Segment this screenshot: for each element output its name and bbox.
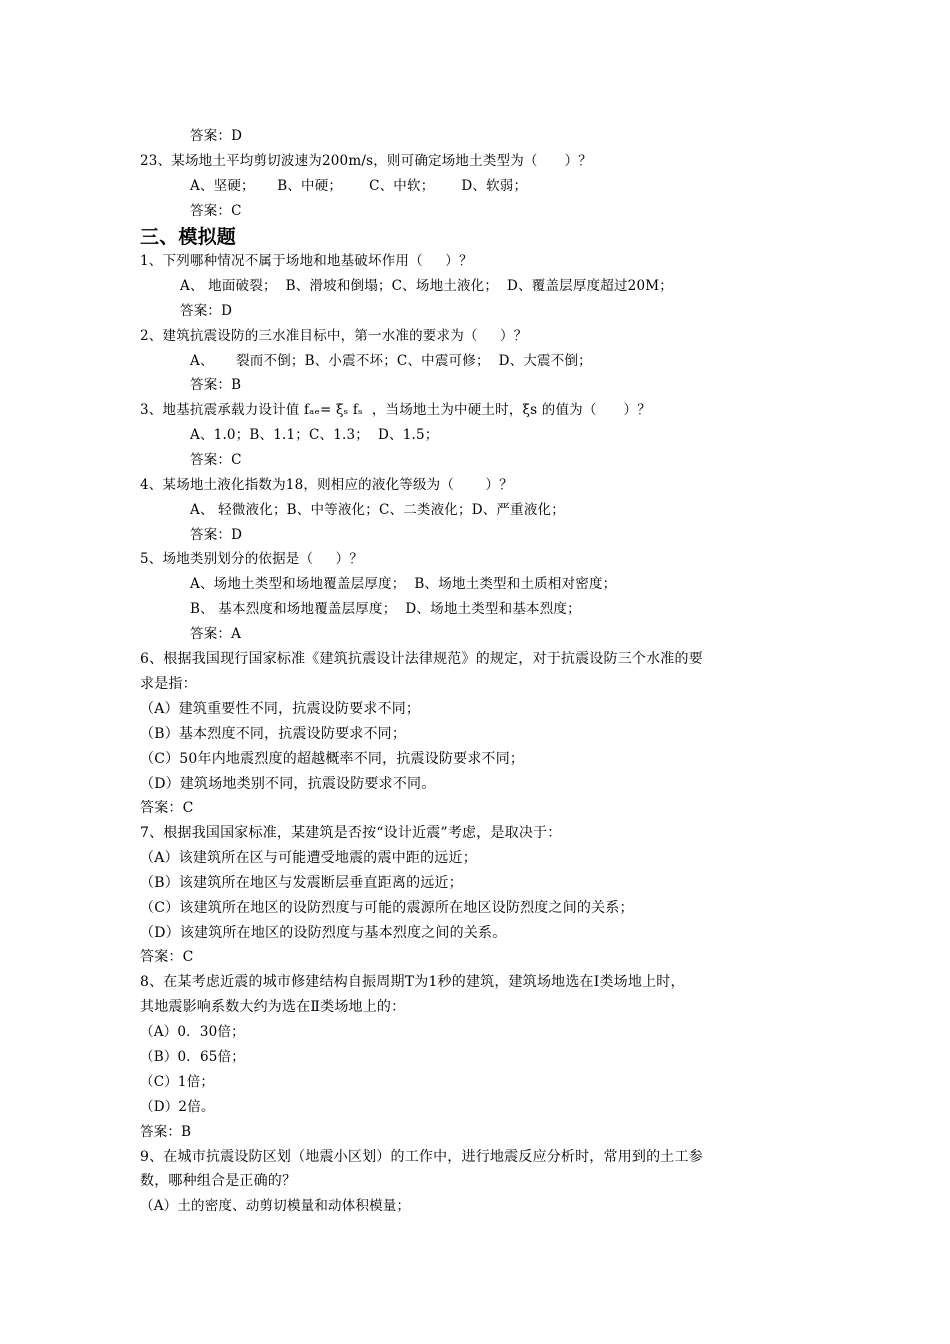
question-9: 9、在城市抗震设防区划（地震小区划）的工作中，进行地震反应分析时，常用到的土工参 bbox=[140, 1149, 703, 1165]
answer-line: 答案：D bbox=[190, 128, 243, 144]
answer-line: 答案：C bbox=[190, 203, 242, 219]
answer-line: 答案：A bbox=[190, 626, 242, 642]
option-b: （B）基本烈度不同，抗震设防要求不同； bbox=[140, 726, 407, 742]
question-8-cont: 其地震影响系数大约为选在Ⅱ类场地上的： bbox=[140, 999, 406, 1015]
answer-line: 答案：D bbox=[190, 527, 243, 543]
option-a: （A）土的密度、动剪切模量和动体积模量； bbox=[140, 1198, 411, 1214]
option-c: （C）50年内地震烈度的超越概率不同，抗震设防要求不同； bbox=[140, 751, 525, 767]
options-line: A、 地面破裂； B、滑坡和倒塌；C、场地土液化； D、覆盖层厚度超过20M； bbox=[180, 278, 673, 294]
option-c: （C）1倍； bbox=[140, 1074, 215, 1090]
question-5: 5、场地类别划分的依据是（ ）？ bbox=[140, 551, 364, 567]
option-d: （D）2倍。 bbox=[140, 1099, 215, 1115]
answer-line: 答案：C bbox=[140, 949, 194, 965]
options-line: A、场地土类型和场地覆盖层厚度； B、场地土类型和土质相对密度； bbox=[190, 576, 617, 592]
options-line: A、 轻微液化；B、中等液化；C、二类液化；D、严重液化； bbox=[190, 502, 565, 518]
option-d: （D）建筑场地类别不同，抗震设防要求不同。 bbox=[140, 776, 436, 792]
option-a: （A）建筑重要性不同，抗震设防要求不同； bbox=[140, 701, 421, 717]
answer-line: 答案：B bbox=[190, 377, 242, 393]
question-1: 1、下列哪种情况不属于场地和地基破坏作用（ ）？ bbox=[140, 253, 473, 269]
question-7: 7、根据我国国家标准，某建筑是否按“设计近震”考虑，是取决于： bbox=[140, 825, 562, 841]
question-3: 3、地基抗震承载力设计值 fₐₑ= ξₛ fₛ ，当场地土为中硬土时，ξs 的值为（ ）？ bbox=[140, 402, 651, 418]
question-9-cont: 数，哪种组合是正确的？ bbox=[140, 1173, 297, 1189]
option-a: （A）该建筑所在区与可能遭受地震的震中距的远近； bbox=[140, 850, 477, 866]
question-8: 8、在某考虑近震的城市修建结构自振周期T为1秒的建筑，建筑场地选在Ⅰ类场地上时， bbox=[140, 974, 685, 990]
question-23: 23、某场地土平均剪切波速为200m/s，则可确定场地土类型为（ ）？ bbox=[140, 153, 592, 169]
option-b: （B）0．65倍； bbox=[140, 1049, 245, 1065]
options-line: A、1.0；B、1.1；C、1.3； D、1.5； bbox=[190, 427, 439, 443]
question-6: 6、根据我国现行国家标准《建筑抗震设计法律规范》的规定，对于抗震设防三个水准的要 bbox=[140, 651, 703, 667]
question-2: 2、建筑抗震设防的三水准目标中，第一水准的要求为（ ）？ bbox=[140, 328, 528, 344]
options-line: A、 裂而不倒；B、小震不坏；C、中震可修； D、大震不倒； bbox=[190, 353, 592, 369]
option-c: （C）该建筑所在地区的设防烈度与可能的震源所在地区设防烈度之间的关系； bbox=[140, 900, 634, 916]
question-6-cont: 求是指： bbox=[140, 676, 197, 692]
section-heading: 三、模拟题 bbox=[140, 226, 237, 248]
option-d: （D）该建筑所在地区的设防烈度与基本烈度之间的关系。 bbox=[140, 925, 507, 941]
answer-line: 答案：C bbox=[190, 452, 242, 468]
options-line: A、坚硬； B、中硬； C、中软； D、软弱； bbox=[190, 178, 528, 194]
answer-line: 答案：C bbox=[140, 800, 194, 816]
answer-line: 答案：B bbox=[140, 1124, 192, 1140]
option-b: （B）该建筑所在地区与发震断层垂直距离的远近； bbox=[140, 875, 463, 891]
answer-line: 答案：D bbox=[180, 303, 233, 319]
option-a: （A）0．30倍； bbox=[140, 1024, 245, 1040]
options-line: B、 基本烈度和场地覆盖层厚度； D、场地土类型和基本烈度； bbox=[190, 601, 581, 617]
question-4: 4、某场地土液化指数为18，则相应的液化等级为（ ）？ bbox=[140, 477, 513, 493]
